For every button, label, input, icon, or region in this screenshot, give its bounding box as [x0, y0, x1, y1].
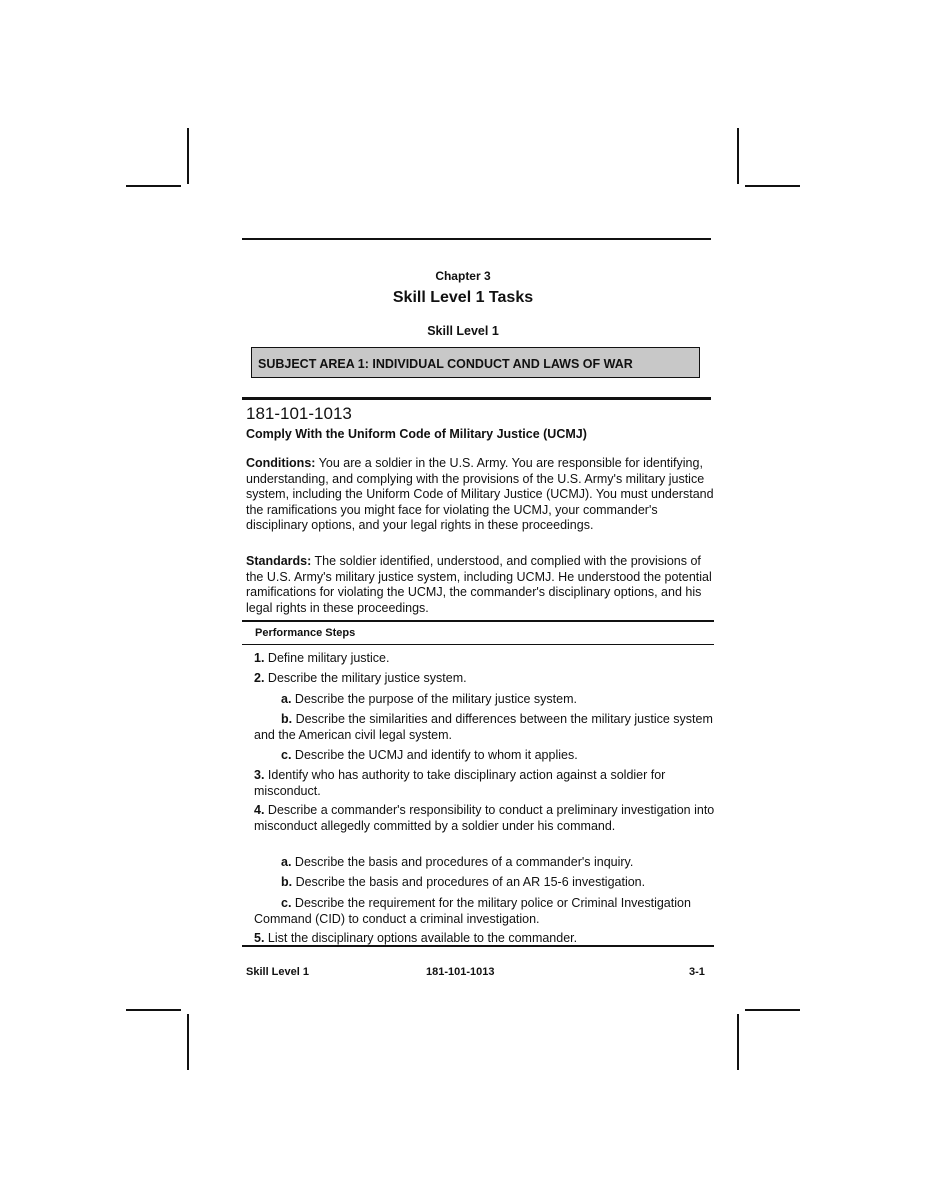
- crop-mark-bottom-right-v: [737, 1014, 739, 1070]
- task-top-rule: [242, 397, 711, 400]
- step-label: b.: [281, 712, 293, 726]
- step-text: List the disciplinary options available to the commander.: [264, 931, 578, 945]
- step-4b: [254, 875, 716, 891]
- conditions-text: You are a soldier in the U.S. Army. You are responsible for identifying, understanding, and complying with the provisions of the U.S. Army's military justice system, including the Uniform Code of Military Justice (UCMJ). You must understand the ramifications you might face for violating the UCMJ, your commander's disciplinary options, and your legal rights in these proceedings.: [246, 456, 714, 532]
- step-label: 4.: [254, 803, 265, 817]
- page-title: Skill Level 1 Tasks: [392, 289, 534, 306]
- step-4c: [254, 896, 716, 927]
- step-2c: [254, 748, 716, 764]
- step-text: Define military justice.: [264, 651, 390, 665]
- step-text: Describe the requirement for the military police or Criminal Investigation Command (CID) to conduct a criminal investigation.: [254, 896, 691, 926]
- performance-steps-header-rule: [242, 644, 714, 645]
- crop-mark-top-right-v: [737, 128, 739, 184]
- step-label: 2.: [254, 671, 265, 685]
- step-text: Describe the purpose of the military justice system.: [291, 692, 577, 706]
- task-number: 181-101-1013: [246, 404, 352, 423]
- crop-mark-top-left-v: [187, 128, 189, 184]
- crop-mark-bottom-left-v: [187, 1014, 189, 1070]
- crop-mark-bottom-right-h: [745, 1009, 800, 1011]
- step-4a: [254, 855, 716, 871]
- footer-center: 181-101-1013: [426, 966, 495, 978]
- conditions-paragraph: [246, 456, 718, 534]
- step-label: a.: [281, 855, 292, 869]
- conditions-label: Conditions:: [246, 456, 316, 470]
- step-4: [254, 803, 716, 834]
- step-text: Identify who has authority to take disciplinary action against a soldier for misconduct.: [254, 768, 666, 798]
- step-label: a.: [281, 692, 292, 706]
- step-label: c.: [281, 748, 292, 762]
- performance-steps-header: Performance Steps: [255, 627, 356, 639]
- subject-area-label: SUBJECT AREA 1: INDIVIDUAL CONDUCT AND LAWS OF WAR: [258, 357, 633, 371]
- step-text: Describe the similarities and differences between the military justice system and the American civil legal system.: [254, 712, 713, 742]
- step-text: Describe a commander's responsibility to conduct a preliminary investigation into misconduct allegedly committed by a soldier under his command.: [254, 803, 715, 833]
- steps-bottom-rule: [242, 945, 714, 947]
- step-label: 5.: [254, 931, 265, 945]
- step-text: Describe the military justice system.: [264, 671, 467, 685]
- chapter-label: Chapter 3: [435, 269, 491, 283]
- chapter-top-rule: [242, 238, 711, 240]
- performance-steps-top-rule: [242, 620, 714, 622]
- step-text: Describe the basis and procedures of an AR 15-6 investigation.: [292, 875, 646, 889]
- step-label: c.: [281, 896, 292, 910]
- step-1: [254, 651, 716, 667]
- step-label: 3.: [254, 768, 265, 782]
- step-2b: [254, 712, 716, 743]
- skill-level-heading: Skill Level 1: [427, 324, 499, 338]
- standards-paragraph: [246, 554, 718, 616]
- step-3: [254, 768, 716, 799]
- step-2a: [254, 692, 716, 708]
- footer-page-number: 3-1: [689, 966, 705, 978]
- subject-area-box: [251, 347, 700, 378]
- step-text: Describe the UCMJ and identify to whom it applies.: [291, 748, 578, 762]
- crop-mark-bottom-left-h: [126, 1009, 181, 1011]
- step-text: Describe the basis and procedures of a commander's inquiry.: [291, 855, 634, 869]
- crop-mark-top-left-h: [126, 185, 181, 187]
- step-2: [254, 671, 716, 687]
- footer-left: Skill Level 1: [246, 966, 309, 978]
- crop-mark-top-right-h: [745, 185, 800, 187]
- standards-label: Standards:: [246, 554, 312, 568]
- step-label: 1.: [254, 651, 265, 665]
- step-label: b.: [281, 875, 293, 889]
- standards-text: The soldier identified, understood, and complied with the provisions of the U.S. Army's military justice system, including UCMJ. He understood the potential ramifications for violating the UCMJ, the commander's disciplinary options, and his legal rights in these proceedings.: [246, 554, 712, 615]
- task-title: Comply With the Uniform Code of Military Justice (UCMJ): [246, 427, 587, 441]
